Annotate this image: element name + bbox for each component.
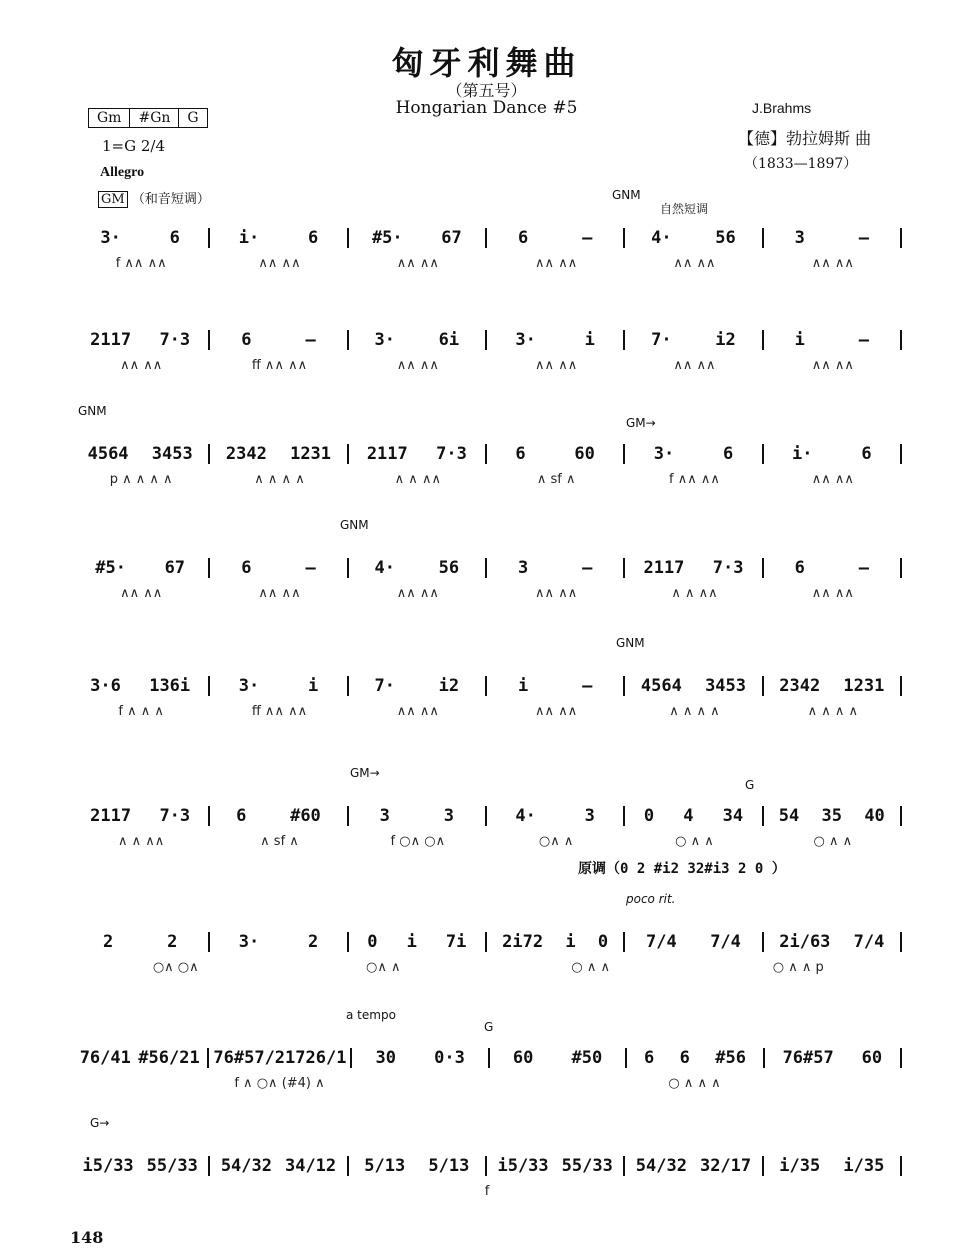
note-group: 2117: [643, 558, 685, 578]
marks-segment: ∧∧ ∧∧: [258, 586, 301, 601]
note-group: 6: [515, 444, 526, 464]
note-group: 6: [241, 330, 252, 350]
note-group: #56: [715, 1048, 746, 1068]
note-group: 6: [308, 228, 319, 248]
measure: [625, 932, 763, 952]
marks-segment: ○ ∧ ∧: [571, 960, 611, 975]
measure: [625, 330, 763, 350]
note-group: 2117: [90, 806, 132, 826]
system-label: G: [484, 1020, 494, 1034]
marks-segment: ∧∧ ∧∧: [811, 472, 854, 487]
measure: [487, 932, 625, 952]
note-group: 3: [517, 558, 529, 578]
mode-text: （和音短调）: [131, 192, 210, 207]
note-group: 2: [102, 932, 114, 952]
measure: [72, 932, 210, 952]
measure: [490, 1048, 627, 1068]
note-group: 3: [584, 806, 595, 826]
note-group: 54/32: [220, 1156, 272, 1176]
note-group: 2117: [90, 330, 132, 350]
note-group: 76#57: [782, 1048, 834, 1068]
measure: [349, 806, 487, 826]
note-group: 7·: [374, 676, 395, 696]
note-group: 1231: [843, 676, 885, 696]
chord-3: G: [187, 110, 199, 126]
articulation-marks: [72, 834, 902, 849]
note-group: 3·: [653, 444, 675, 464]
measure: [72, 1048, 209, 1068]
notation-system: [72, 1048, 902, 1068]
note-group: 0: [367, 932, 378, 952]
articulation-marks: [72, 960, 902, 975]
marks-segment: ∧ ∧ ∧∧: [394, 472, 441, 487]
note-group: 60: [512, 1048, 534, 1068]
note-group: 5/13: [428, 1156, 470, 1176]
marks-segment: ∧ ∧ ∧ ∧: [254, 472, 305, 487]
measure: [210, 932, 348, 952]
note-group: 4·: [374, 558, 395, 578]
marks-segment: ∧∧ ∧∧: [258, 256, 301, 271]
note-group: 3: [794, 228, 805, 248]
marks-segment: f ∧∧ ∧∧: [669, 472, 720, 487]
note-group: 2: [167, 932, 178, 952]
marks-segment: ∧∧ ∧∧: [396, 704, 439, 719]
marks-segment: ∧ ∧ ∧ ∧: [669, 704, 720, 719]
note-group: 7i: [445, 932, 467, 952]
measure: [210, 330, 348, 350]
key-signature: 1=G 2/4: [102, 137, 166, 155]
measure: [487, 1156, 625, 1176]
measure: [487, 228, 625, 248]
measure: [764, 330, 902, 350]
note-group: 6: [861, 444, 872, 464]
note-group: —: [858, 558, 869, 578]
system-label: GM→: [350, 766, 380, 780]
note-group: 2: [308, 932, 319, 952]
system-label: GNM: [612, 188, 641, 202]
measure: [349, 330, 487, 350]
note-group: —: [858, 330, 869, 350]
note-group: 34/12: [284, 1156, 337, 1176]
measure: [349, 932, 487, 952]
note-group: 6: [643, 1048, 655, 1068]
note-group: 6: [236, 806, 247, 826]
page-number: 148: [70, 1228, 104, 1247]
measure: [210, 228, 348, 248]
marks-segment: f ∧∧ ∧∧: [115, 256, 167, 271]
marks-segment: f ○∧ ○∧: [390, 834, 446, 849]
note-group: 4·: [651, 228, 672, 248]
note-group: 55/33: [561, 1156, 613, 1176]
marks-segment: ∧ sf ∧: [536, 472, 576, 487]
note-group: 7/4: [710, 932, 741, 952]
measure: [72, 806, 210, 826]
note-group: 34: [722, 806, 744, 826]
marks-segment: ○∧ ∧: [365, 960, 401, 975]
note-group: 4: [683, 806, 694, 826]
note-group: 2117: [366, 444, 408, 464]
note-group: 3453: [151, 444, 193, 464]
note-group: 2342: [779, 676, 821, 696]
measure: [72, 330, 210, 350]
note-group: 7·3: [159, 330, 191, 350]
tempo-marking: Allegro: [100, 165, 145, 180]
marks-segment: ∧∧ ∧∧: [811, 256, 854, 271]
measure: [487, 676, 625, 696]
system-label: GNM: [78, 404, 107, 418]
measure: [625, 558, 763, 578]
marks-segment: ∧∧ ∧∧: [396, 358, 439, 373]
mode-label: [98, 188, 210, 207]
system-label: a tempo: [346, 1008, 396, 1022]
notation-system: [72, 1156, 902, 1176]
note-group: 6: [517, 228, 529, 248]
articulation-marks: [72, 1184, 902, 1199]
note-group: 67: [441, 228, 462, 248]
original-key-line: 原调（0 2 #i2 32#i3 2 0 ）: [578, 861, 786, 877]
english-title: Hongarian Dance #5: [395, 98, 578, 118]
note-group: 3·: [515, 330, 536, 350]
marks-segment: ff ∧∧ ∧∧: [251, 358, 308, 373]
note-group: 30: [375, 1048, 396, 1068]
note-group: 76/41: [79, 1048, 131, 1068]
measure: [764, 558, 902, 578]
note-group: i·: [792, 444, 813, 464]
note-group: 3·: [374, 330, 395, 350]
system-label: GNM: [340, 518, 369, 532]
note-group: 56: [438, 558, 460, 578]
articulation-marks: [72, 704, 902, 719]
subtitle: （第五号）: [446, 81, 527, 100]
chord-1: Gm: [89, 109, 130, 127]
mode-box: GM: [98, 191, 128, 208]
note-group: 6/1: [315, 1048, 347, 1068]
marks-segment: ∧∧ ∧∧: [396, 586, 439, 601]
note-group: 136i: [149, 676, 191, 696]
note-group: i5/33: [497, 1156, 549, 1176]
marks-segment: ○ ∧ ∧: [813, 834, 853, 849]
chord-box: [88, 108, 208, 128]
note-group: 76#57/2172: [213, 1048, 316, 1068]
system-label: poco rit.: [626, 892, 676, 906]
note-group: 0: [597, 932, 609, 952]
system-label: G: [745, 778, 755, 792]
note-group: i: [794, 330, 805, 350]
measure: [72, 1156, 210, 1176]
note-group: i2: [715, 330, 736, 350]
marks-segment: ∧∧ ∧∧: [673, 358, 716, 373]
marks-segment: ∧∧ ∧∧: [811, 586, 854, 601]
note-group: 5/13: [364, 1156, 406, 1176]
notation-system: [72, 444, 902, 464]
measure: [210, 1156, 348, 1176]
note-group: 2342: [225, 444, 267, 464]
note-group: i/35: [843, 1156, 885, 1176]
marks-segment: ○ ∧ ∧: [675, 834, 714, 849]
note-group: 3·: [238, 676, 260, 696]
articulation-marks: [72, 586, 902, 601]
note-group: —: [582, 558, 593, 578]
note-group: 4564: [87, 444, 129, 464]
note-group: 60: [861, 1048, 883, 1068]
note-group: 7/4: [853, 932, 885, 952]
note-group: i: [406, 932, 417, 952]
note-group: 3453: [705, 676, 747, 696]
note-group: 2i72: [502, 932, 544, 952]
note-group: —: [305, 558, 316, 578]
articulation-marks: [72, 256, 902, 271]
note-group: i2: [438, 676, 460, 696]
measure: [349, 228, 487, 248]
measure: [625, 228, 763, 248]
note-group: 6: [794, 558, 805, 578]
marks-segment: ○ ∧ ∧ ∧: [668, 1076, 721, 1091]
measure: [72, 558, 210, 578]
measure: [764, 444, 902, 464]
measure: [487, 806, 625, 826]
note-group: 4564: [640, 676, 682, 696]
composer-years: （1833—1897）: [744, 156, 858, 172]
system-label: 自然短调: [660, 202, 709, 216]
note-group: —: [582, 228, 593, 248]
measure: [349, 676, 487, 696]
marks-segment: f: [484, 1184, 490, 1199]
measure: [625, 806, 763, 826]
measure: [625, 676, 763, 696]
note-group: 7/4: [646, 932, 677, 952]
marks-segment: ∧ ∧ ∧ ∧: [807, 704, 859, 719]
note-group: 35: [821, 806, 843, 826]
marks-segment: ○∧ ∧: [538, 834, 574, 849]
notation-system: [72, 330, 902, 350]
marks-segment: ∧∧ ∧∧: [120, 586, 163, 601]
measure: [764, 676, 902, 696]
note-group: 3·: [100, 228, 121, 248]
system-label: G→: [90, 1116, 110, 1130]
system-label: GM→: [626, 416, 656, 430]
marks-segment: ○∧ ○∧: [152, 960, 199, 975]
composer-chinese: 【德】勃拉姆斯 曲: [738, 129, 872, 148]
note-group: —: [582, 676, 593, 696]
note-group: i: [565, 932, 576, 952]
note-group: #56/21: [138, 1048, 200, 1068]
measure: [764, 1156, 902, 1176]
measure: [487, 558, 625, 578]
measure: [210, 676, 348, 696]
measure: [487, 444, 625, 464]
marks-segment: ff ∧∧ ∧∧: [251, 704, 308, 719]
measure: [764, 806, 902, 826]
measure: [349, 558, 487, 578]
measure: [625, 444, 763, 464]
measure: [210, 558, 348, 578]
measure: [352, 1048, 489, 1068]
note-group: #5·: [95, 558, 126, 578]
measure: [487, 330, 625, 350]
note-group: 6i: [438, 330, 460, 350]
marks-segment: ∧∧ ∧∧: [535, 586, 578, 601]
measure: [210, 444, 348, 464]
note-group: 3·6: [90, 676, 121, 696]
note-group: 0·3: [434, 1048, 465, 1068]
notation-system: [72, 932, 902, 952]
note-group: 2i/63: [779, 932, 831, 952]
note-group: i/35: [779, 1156, 821, 1176]
marks-segment: ∧∧ ∧∧: [396, 256, 439, 271]
note-group: #60: [290, 806, 321, 826]
measure: [210, 806, 348, 826]
notation-system: [72, 676, 902, 696]
marks-segment: ∧ ∧ ∧∧: [118, 834, 165, 849]
marks-segment: f ∧ ○∧ (#4) ∧: [234, 1076, 325, 1091]
notation-system: [72, 806, 902, 826]
note-group: 0: [643, 806, 655, 826]
note-group: 4·: [515, 806, 536, 826]
note-group: 1231: [290, 444, 332, 464]
note-group: #5·: [371, 228, 403, 248]
measure: [765, 1048, 902, 1068]
measure: [72, 228, 210, 248]
articulation-marks: [72, 358, 902, 373]
note-group: —: [858, 228, 869, 248]
note-group: 6: [169, 228, 180, 248]
composer-english: J.Brahms: [752, 100, 812, 116]
marks-segment: ∧∧ ∧∧: [120, 358, 163, 373]
note-group: i: [517, 676, 529, 696]
note-group: 56: [715, 228, 736, 248]
note-group: i·: [238, 228, 260, 248]
note-group: 67: [164, 558, 186, 578]
note-group: 6: [241, 558, 252, 578]
note-group: 7·3: [159, 806, 191, 826]
measure: [349, 1156, 487, 1176]
note-group: i: [308, 676, 319, 696]
notation-system: [72, 558, 902, 578]
system-label: GNM: [616, 636, 645, 650]
marks-segment: ∧∧ ∧∧: [535, 358, 578, 373]
measure: [764, 228, 902, 248]
articulation-marks: [72, 472, 902, 487]
note-group: 32/17: [699, 1156, 752, 1176]
note-group: 54: [778, 806, 800, 826]
note-group: 54/32: [635, 1156, 687, 1176]
chord-2: #Gn: [130, 109, 179, 127]
marks-segment: f ∧ ∧ ∧: [118, 704, 164, 719]
note-group: #50: [571, 1048, 603, 1068]
note-group: 6: [679, 1048, 690, 1068]
note-group: 3: [443, 806, 455, 826]
notation-system: [72, 228, 902, 248]
note-group: 3·: [238, 932, 260, 952]
page-title: 匈牙利舞曲: [391, 44, 582, 82]
measure: [627, 1048, 764, 1068]
marks-segment: ∧ sf ∧: [260, 834, 299, 849]
note-group: —: [305, 330, 316, 350]
note-group: 60: [574, 444, 595, 464]
measure: [764, 932, 902, 952]
marks-segment: ∧∧ ∧∧: [811, 358, 854, 373]
marks-segment: ○ ∧ ∧ p: [772, 960, 824, 975]
note-group: i5/33: [82, 1156, 134, 1176]
note-group: 7·3: [712, 558, 744, 578]
marks-segment: ∧∧ ∧∧: [673, 256, 716, 271]
measure: [72, 444, 210, 464]
note-group: i: [584, 330, 595, 350]
measure: [349, 444, 487, 464]
note-group: 6: [722, 444, 734, 464]
measure: [625, 1156, 763, 1176]
articulation-marks: [72, 1076, 902, 1091]
marks-segment: p ∧ ∧ ∧ ∧: [109, 472, 173, 487]
note-group: 55/33: [146, 1156, 198, 1176]
measure: [209, 1048, 352, 1068]
marks-segment: ∧ ∧ ∧∧: [671, 586, 718, 601]
note-group: 40: [864, 806, 885, 826]
measure: [72, 676, 210, 696]
marks-segment: ∧∧ ∧∧: [535, 704, 578, 719]
note-group: 7·: [651, 330, 672, 350]
marks-segment: ∧∧ ∧∧: [535, 256, 578, 271]
note-group: 7·3: [436, 444, 467, 464]
note-group: 3: [379, 806, 390, 826]
